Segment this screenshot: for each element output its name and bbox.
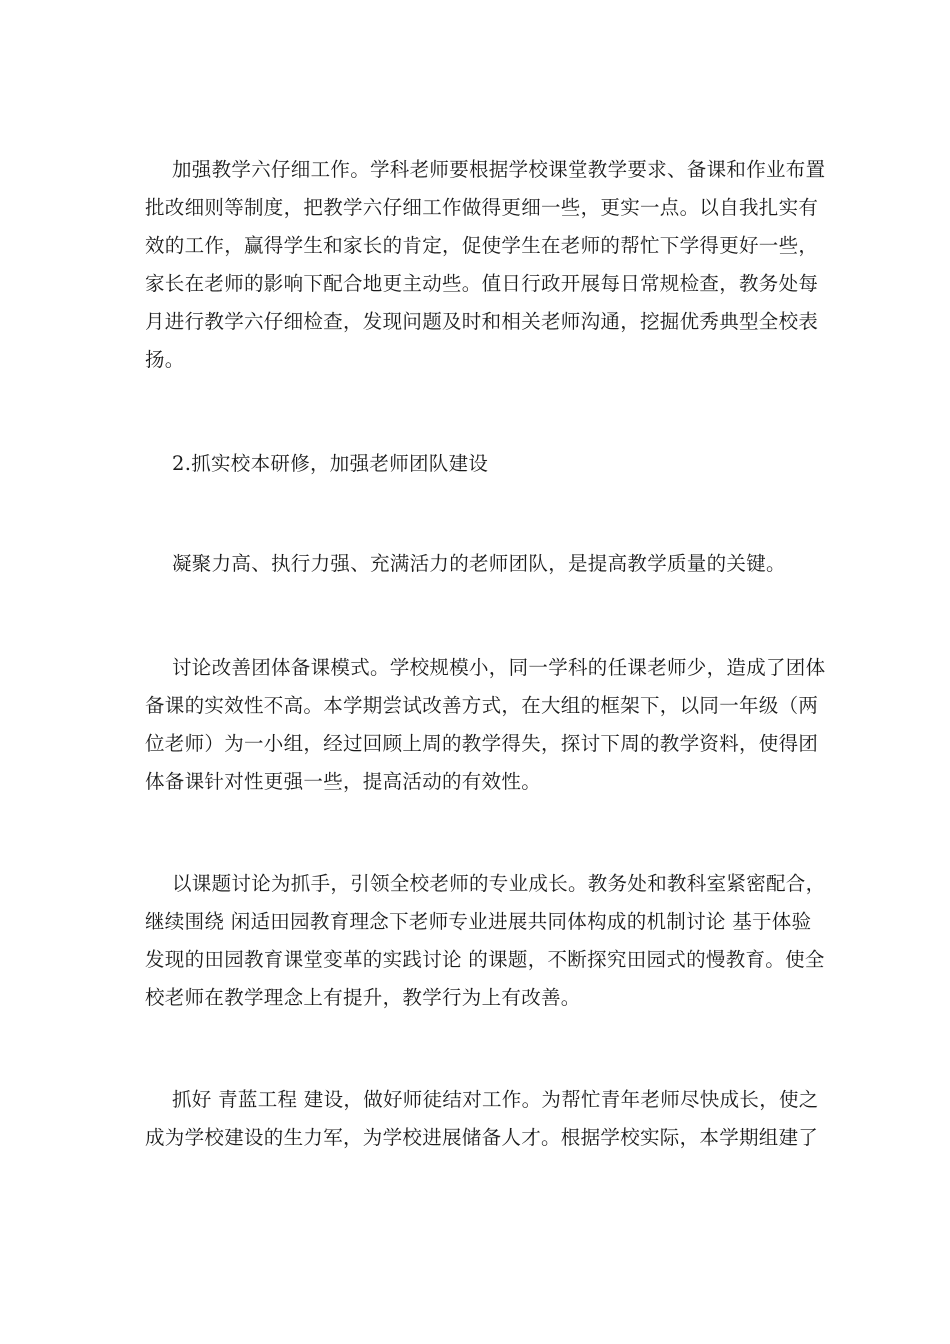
- paragraph-4-line-4: 体备课针对性更强一些，提高活动的有效性。: [145, 770, 542, 793]
- paragraph-5-line-3: 发现的田园教育课堂变革的实践讨论 的课题，不断探究田园式的慢教育。使全: [145, 948, 825, 971]
- paragraph-1-line-3: 效的工作，赢得学生和家长的肯定，促使学生在老师的帮忙下学得更好一些，: [145, 234, 819, 257]
- paragraph-4-line-1: 讨论改善团体备课模式。学校规模小，同一学科的任课老师少，造成了团体: [172, 656, 826, 679]
- paragraph-1-line-4: 家长在老师的影响下配合地更主动些。值日行政开展每日常规检查，教务处每: [145, 272, 819, 295]
- section-heading: 2.抓实校本研修，加强老师团队建设: [172, 452, 489, 475]
- paragraph-1-line-6: 扬。: [145, 348, 185, 371]
- paragraph-4-line-3: 位老师）为一小组，经过回顾上周的教学得失，探讨下周的教学资料，使得团: [145, 732, 819, 755]
- paragraph-1-line-5: 月进行教学六仔细检查，发现问题及时和相关老师沟通，挖掘优秀典型全校表: [145, 310, 819, 333]
- paragraph-1-line-1: 加强教学六仔细工作。学科老师要根据学校课堂教学要求、备课和作业布置: [172, 158, 826, 181]
- paragraph-6-line-2: 成为学校建设的生力军，为学校进展储备人才。根据学校实际，本学期组建了: [145, 1126, 819, 1149]
- paragraph-6-line-1: 抓好 青蓝工程 建设，做好师徒结对工作。为帮忙青年老师尽快成长，使之: [172, 1088, 819, 1111]
- paragraph-5-line-1: 以课题讨论为抓手，引领全校老师的专业成长。教务处和教科室紧密配合，: [172, 872, 826, 895]
- paragraph-5-line-4: 校老师在教学理念上有提升，教学行为上有改善。: [145, 986, 581, 1009]
- paragraph-1-line-2: 批改细则等制度，把教学六仔细工作做得更细一些，更实一点。以自我扎实有: [145, 196, 819, 219]
- paragraph-4-line-2: 备课的实效性不高。本学期尝试改善方式，在大组的框架下，以同一年级（两: [145, 694, 819, 717]
- paragraph-5-line-2: 继续围绕 闲适田园教育理念下老师专业进展共同体构成的机制讨论 基于体验: [145, 910, 812, 933]
- paragraph-3-line-1: 凝聚力高、执行力强、充满活力的老师团队，是提高教学质量的关键。: [172, 552, 786, 575]
